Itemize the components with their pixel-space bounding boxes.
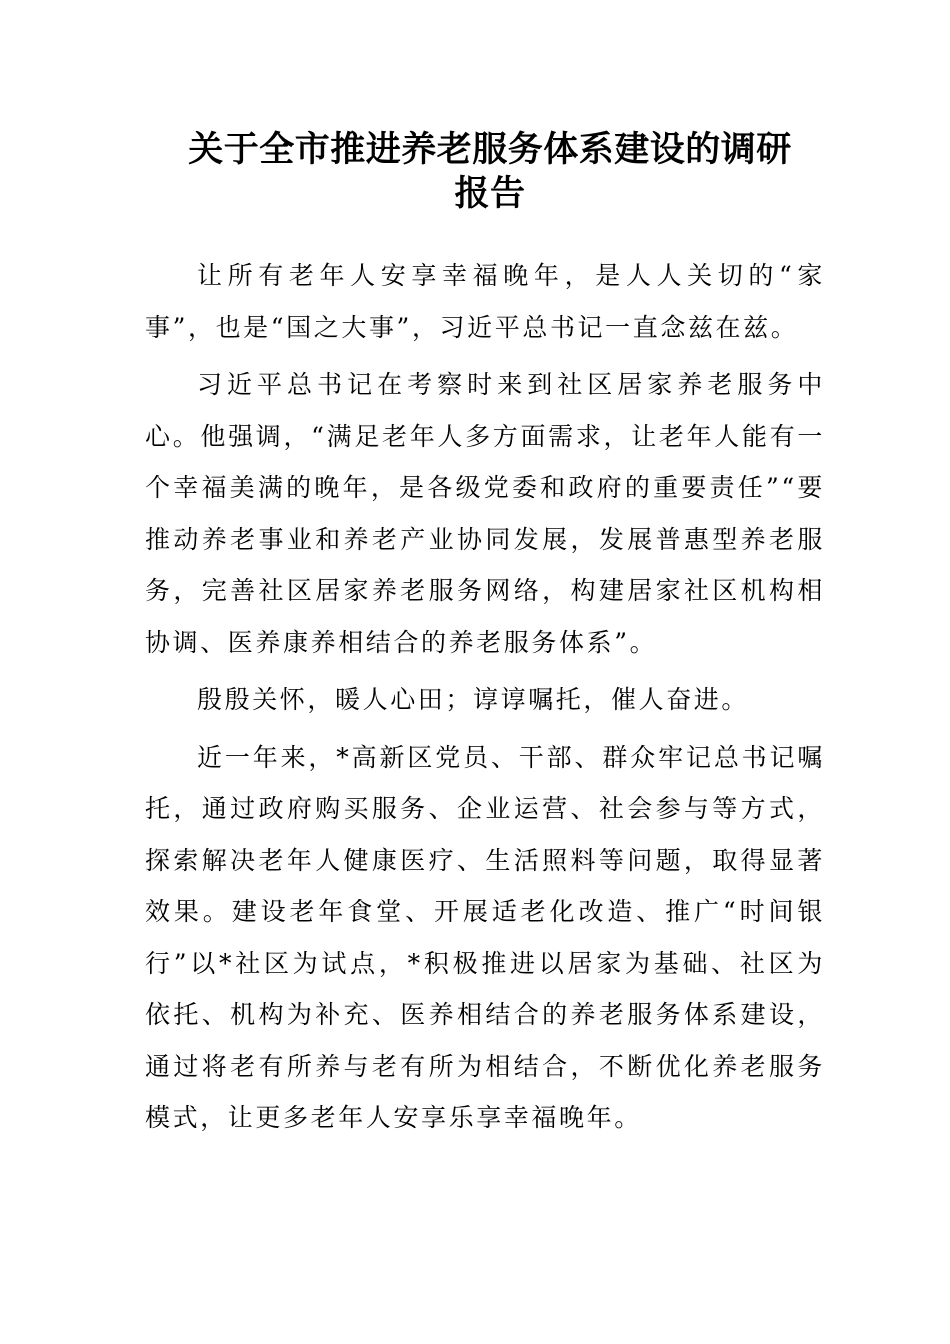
paragraph-1: 让所有老年人安享幸福晚年，是人人关切的“家事”，也是“国之大事”，习近平总书记一直念兹在兹。 [145, 261, 825, 342]
title-line-1: 关于全市推进养老服务体系建设的调研 [188, 129, 792, 170]
paragraph-3: 殷殷关怀，暖人心田；谆谆嘱托，催人奋进。 [197, 685, 750, 714]
paragraph-2: 习近平总书记在考察时来到社区居家养老服务中心。他强调，“满足老年人多方面需求，让老年人能有一个幸福美满的晚年，是各级党委和政府的重要责任”“要推动养老事业和养老产业协同发展，发展普惠型养老服务，完善社区居家养老服务网络，构建居家社区机构相协调、医养康养相结合的养老服务体系”。 [145, 370, 825, 657]
document-body [145, 250, 825, 1150]
title-line-2: 报告 [454, 173, 526, 214]
document-title [160, 128, 820, 216]
paragraph-4: 近一年来，*高新区党员、干部、群众牢记总书记嘱托，通过政府购买服务、企业运营、社会参与等方式，探索解决老年人健康医疗、生活照料等问题，取得显著效果。建设老年食堂、开展适老化改造、推广“时间银行”以*社区为试点，*积极推进以居家为基础、社区为依托、机构为补充、医养相结合的养老服务体系建设，通过将老有所养与老有所为相结合，不断优化养老服务模式，让更多老年人安享乐享幸福晚年。 [145, 742, 825, 1132]
